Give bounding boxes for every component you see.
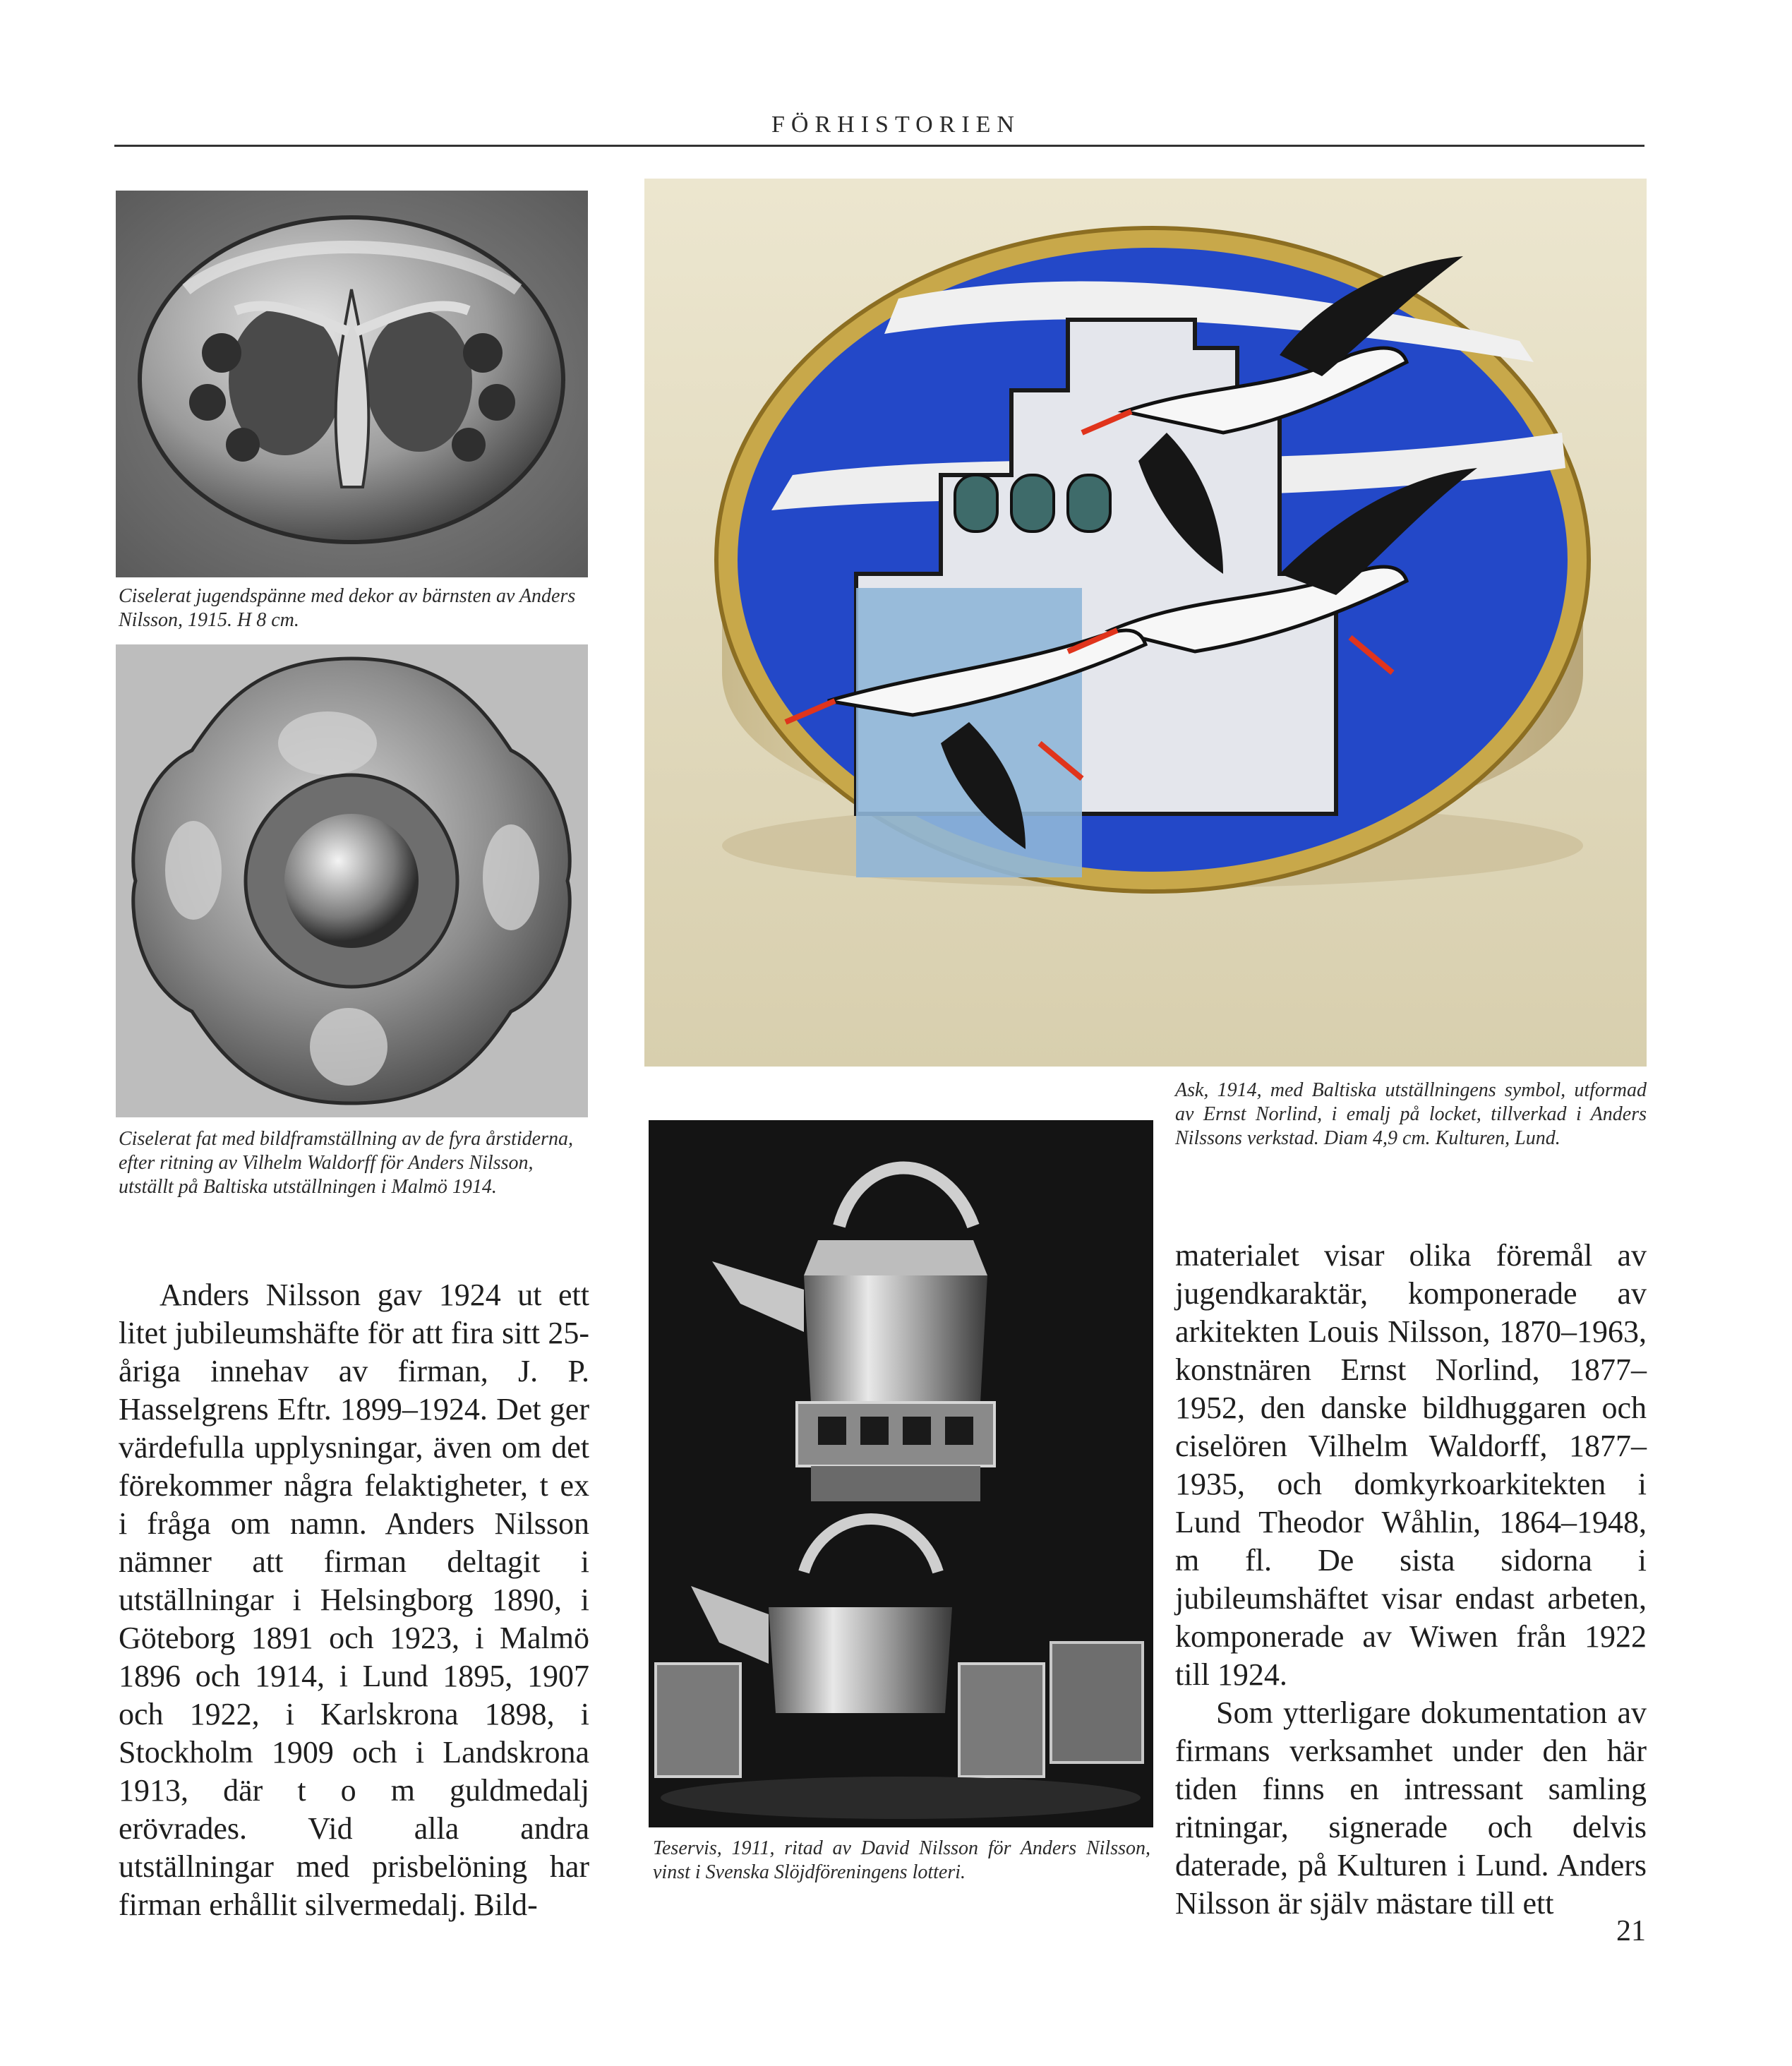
body-left-column (119, 1276, 589, 1924)
caption-buckle: Ciselerat jugendspänne med dekor av bärnsten av Anders Nilsson, 1915. H 8 cm. (119, 585, 576, 631)
caption-tea-service: Teservis, 1911, ritad av David Nilsson för Anders Nilsson, vinst i Svenska Slöjdföreningens lotteri. (653, 1837, 1150, 1883)
caption-platter: Ciselerat fat med bildframställning av de fyra årstiderna, efter ritning av Vilhelm Waldorff för Anders Nilsson, utställt på Baltiska utställningen i Malmö 1914. (119, 1128, 573, 1198)
paragraph-materials: materialet visar olika föremål av jugendkaraktär, komponerade av arkitekten Louis Nilsson, 1870–1963, konstnären Ernst Norlind, 1877–1952, den danske bildhuggaren och ciselören Vilhelm Waldorff, 1877–1935, och domkyrkoarkitekten i Lund Theodor Wåhlin, 1864–1948, m fl. De sista sidorna i jubileumshäftet visar endast arbeten, komponerade av Wiwen från 1922 till 1924. (1175, 1238, 1647, 1692)
page-number: 21 (1616, 1915, 1646, 1947)
photo-tea-service (649, 1120, 1153, 1827)
photo-buckle (116, 191, 588, 577)
photo-platter (116, 644, 588, 1117)
body-right-column (1175, 1237, 1647, 1923)
photo-enamel-box (644, 179, 1647, 1067)
caption-enamel-box: Ask, 1914, med Baltiska utställningens symbol, utformad av Ernst Norlind, i emalj på locket, tillverkad i Anders Nilssons verkstad. Diam 4,9 cm. Kulturen, Lund. (1175, 1079, 1647, 1149)
paragraph-documentation: Som ytterligare dokumentation av firmans verksamhet under den här tiden finns en intressant samling ritningar, signerade och delvis daterade, på Kulturen i Lund. Anders Nilsson är själv mästare till ett (1175, 1695, 1647, 1921)
header-rule (114, 145, 1644, 147)
paragraph-jubilee: Anders Nilsson gav 1924 ut ett litet jubileumshäfte för att fira sitt 25-åriga innehav av firman, J. P. Hasselgrens Eftr. 1899–1924. Det ger värdefulla upplysningar, även om det förekommer några felaktigheter, t ex i fråga om namn. Anders Nilsson nämner att firman deltagit i utställningar i Helsingborg 1890, i Göteborg 1891 och 1923, i Malmö 1896 och 1914, i Lund 1895, 1907 och 1922, i Karlskrona 1898, i Stockholm 1909 och i Landskrona 1913, där t o m guldmedalj erövrades. Vid alla andra utställningar med prisbelöning har firman erhållit silvermedalj. Bild- (119, 1278, 589, 1922)
running-head: FÖRHISTORIEN (771, 112, 1021, 138)
